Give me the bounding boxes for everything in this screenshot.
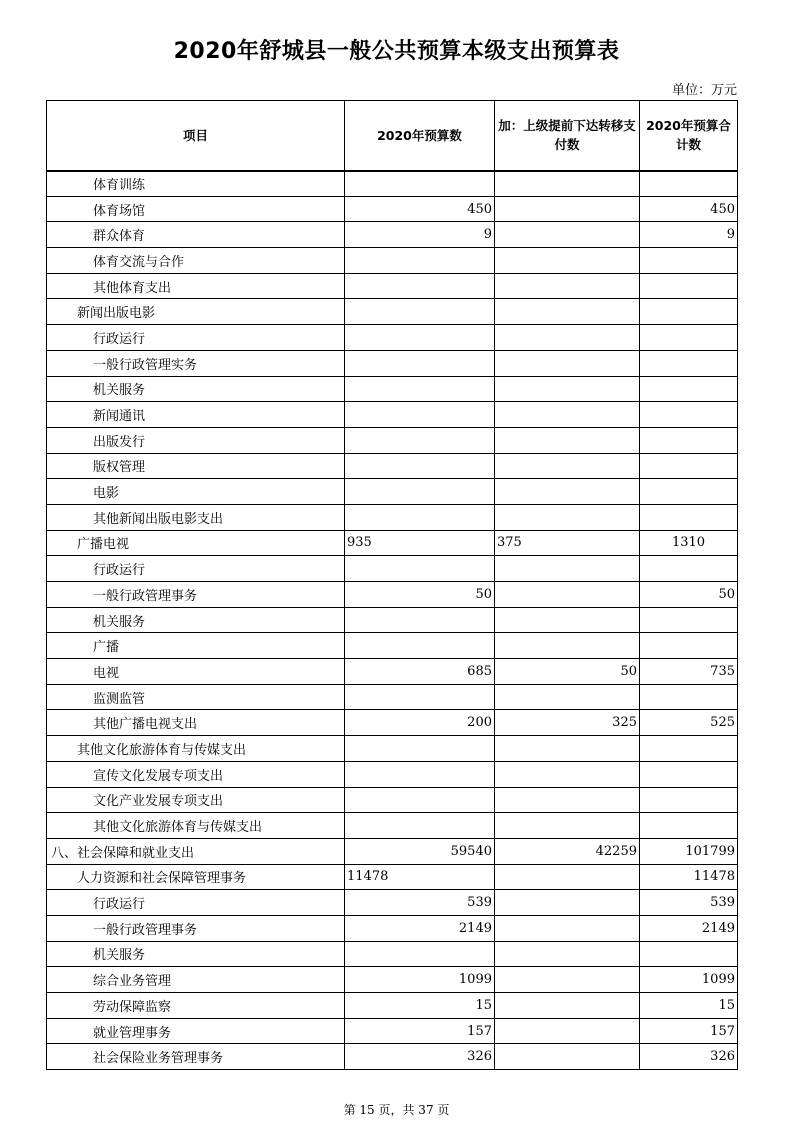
cell-total [640,787,738,813]
row-item-name: 社会保险业务管理事务 [47,1044,345,1070]
row-item-name: 人力资源和社会保障管理事务 [47,864,345,890]
cell-transfer [495,273,640,299]
cell-budget [345,787,495,813]
cell-total [640,941,738,967]
table-row [47,530,738,556]
cell-transfer [495,633,640,659]
cell-total [640,453,738,479]
cell-transfer [495,504,640,530]
cell-budget: 9 [345,222,495,248]
table-row [47,1044,738,1070]
row-item-name: 广播 [47,633,345,659]
cell-budget [345,479,495,505]
cell-transfer [495,736,640,762]
cell-transfer [495,171,640,197]
cell-budget: 15 [345,993,495,1019]
cell-budget [345,248,495,274]
cell-total [640,325,738,351]
table-row [47,1018,738,1044]
cell-budget: 935 [345,530,495,556]
row-item-name: 新闻通讯 [47,402,345,428]
cell-budget [345,684,495,710]
table-row [47,864,738,890]
table-row [47,787,738,813]
row-item-name: 宣传文化发展专项支出 [47,761,345,787]
cell-total: 1310 [640,530,738,556]
cell-total [640,633,738,659]
cell-transfer [495,299,640,325]
cell-total [640,171,738,197]
cell-budget [345,556,495,582]
cell-budget: 200 [345,710,495,736]
cell-total [640,504,738,530]
row-item-name: 行政运行 [47,325,345,351]
column-header-item: 项目 [47,101,345,171]
cell-total [640,248,738,274]
cell-transfer: 50 [495,659,640,685]
cell-total: 15 [640,993,738,1019]
cell-budget [345,813,495,839]
table-row [47,453,738,479]
row-item-name: 一般行政管理事务 [47,582,345,608]
cell-budget [345,171,495,197]
row-item-name: 行政运行 [47,890,345,916]
cell-budget: 450 [345,196,495,222]
row-item-name: 群众体育 [47,222,345,248]
table-row [47,813,738,839]
column-header-budget: 2020年预算数 [345,101,495,171]
unit-label: 单位：万元 [671,83,737,98]
table-row [47,684,738,710]
table-row [47,993,738,1019]
table-row [47,607,738,633]
table-row [47,376,738,402]
cell-transfer [495,453,640,479]
table-row [47,325,738,351]
cell-transfer [495,556,640,582]
cell-transfer [495,813,640,839]
row-item-name: 八、社会保障和就业支出 [47,838,345,864]
budget-table [46,100,738,1070]
row-item-name: 监测监管 [47,684,345,710]
row-item-name: 其他新闻出版电影支出 [47,504,345,530]
cell-budget: 59540 [345,838,495,864]
row-item-name: 其他体育支出 [47,273,345,299]
cell-budget [345,504,495,530]
cell-transfer [495,864,640,890]
cell-total: 525 [640,710,738,736]
cell-total [640,813,738,839]
table-row [47,196,738,222]
row-item-name: 机关服务 [47,941,345,967]
cell-total [640,427,738,453]
cell-transfer [495,1018,640,1044]
row-item-name: 版权管理 [47,453,345,479]
column-header-total: 2020年预算合计数 [640,101,738,171]
table-row [47,222,738,248]
cell-transfer [495,196,640,222]
row-item-name: 电影 [47,479,345,505]
table-body [47,171,738,1070]
row-item-name: 劳动保障监察 [47,993,345,1019]
cell-budget: 326 [345,1044,495,1070]
cell-total: 326 [640,1044,738,1070]
table-row [47,402,738,428]
table-row [47,350,738,376]
table-row [47,479,738,505]
cell-budget: 685 [345,659,495,685]
cell-transfer: 325 [495,710,640,736]
row-item-name: 文化产业发展专项支出 [47,787,345,813]
cell-budget: 157 [345,1018,495,1044]
cell-total [640,376,738,402]
cell-total [640,761,738,787]
table-row [47,427,738,453]
table-row [47,171,738,197]
row-item-name: 机关服务 [47,376,345,402]
table-row [47,273,738,299]
cell-transfer [495,761,640,787]
cell-transfer [495,915,640,941]
cell-total: 539 [640,890,738,916]
cell-transfer [495,993,640,1019]
row-item-name: 行政运行 [47,556,345,582]
table-row [47,504,738,530]
cell-total [640,402,738,428]
row-item-name: 广播电视 [47,530,345,556]
row-item-name: 其他文化旅游体育与传媒支出 [47,813,345,839]
table-row [47,915,738,941]
table-row [47,710,738,736]
cell-total: 101799 [640,838,738,864]
cell-total [640,273,738,299]
row-item-name: 体育场馆 [47,196,345,222]
table-row [47,659,738,685]
cell-total: 157 [640,1018,738,1044]
row-item-name: 综合业务管理 [47,967,345,993]
row-item-name: 新闻出版电影 [47,299,345,325]
cell-transfer [495,479,640,505]
cell-budget: 1099 [345,967,495,993]
row-item-name: 机关服务 [47,607,345,633]
cell-budget: 11478 [345,864,495,890]
cell-transfer: 42259 [495,838,640,864]
cell-total: 9 [640,222,738,248]
table-row [47,556,738,582]
table-row [47,299,738,325]
cell-total [640,350,738,376]
cell-transfer [495,607,640,633]
cell-transfer [495,787,640,813]
row-item-name: 一般行政管理实务 [47,350,345,376]
table-row [47,633,738,659]
row-item-name: 其他广播电视支出 [47,710,345,736]
cell-transfer [495,941,640,967]
cell-budget [345,761,495,787]
cell-total: 2149 [640,915,738,941]
cell-transfer [495,582,640,608]
table-row [47,941,738,967]
cell-total [640,736,738,762]
table-row [47,582,738,608]
cell-total: 735 [640,659,738,685]
cell-total [640,684,738,710]
row-item-name: 体育训练 [47,171,345,197]
cell-total: 1099 [640,967,738,993]
cell-transfer [495,325,640,351]
cell-total [640,607,738,633]
cell-budget [345,273,495,299]
cell-transfer [495,350,640,376]
cell-total: 450 [640,196,738,222]
cell-transfer [495,248,640,274]
row-item-name: 体育交流与合作 [47,248,345,274]
cell-budget [345,350,495,376]
cell-budget: 2149 [345,915,495,941]
table-row [47,736,738,762]
cell-transfer [495,890,640,916]
cell-budget: 539 [345,890,495,916]
cell-budget [345,941,495,967]
cell-total [640,299,738,325]
cell-budget [345,427,495,453]
cell-transfer [495,967,640,993]
row-item-name: 一般行政管理事务 [47,915,345,941]
cell-budget [345,633,495,659]
cell-transfer [495,376,640,402]
cell-transfer: 375 [495,530,640,556]
table-row [47,248,738,274]
cell-total [640,479,738,505]
column-header-transfer: 加：上级提前下达转移支付数 [495,101,640,171]
cell-budget [345,607,495,633]
cell-transfer [495,684,640,710]
cell-budget [345,402,495,428]
row-item-name: 就业管理事务 [47,1018,345,1044]
cell-transfer [495,427,640,453]
row-item-name: 电视 [47,659,345,685]
table-row [47,838,738,864]
cell-budget: 50 [345,582,495,608]
cell-transfer [495,222,640,248]
cell-total [640,556,738,582]
cell-budget [345,325,495,351]
cell-total: 50 [640,582,738,608]
table-header [47,101,738,171]
cell-total: 11478 [640,864,738,890]
table-row [47,890,738,916]
row-item-name: 其他文化旅游体育与传媒支出 [47,736,345,762]
page-title: 2020年舒城县一般公共预算本级支出预算表 [173,39,620,64]
cell-transfer [495,1044,640,1070]
cell-budget [345,736,495,762]
row-item-name: 出版发行 [47,427,345,453]
page-footer: 第 15 页，共 37 页 [343,1103,450,1117]
cell-transfer [495,402,640,428]
table-row [47,761,738,787]
table-row [47,967,738,993]
cell-budget [345,376,495,402]
cell-budget [345,299,495,325]
cell-budget [345,453,495,479]
